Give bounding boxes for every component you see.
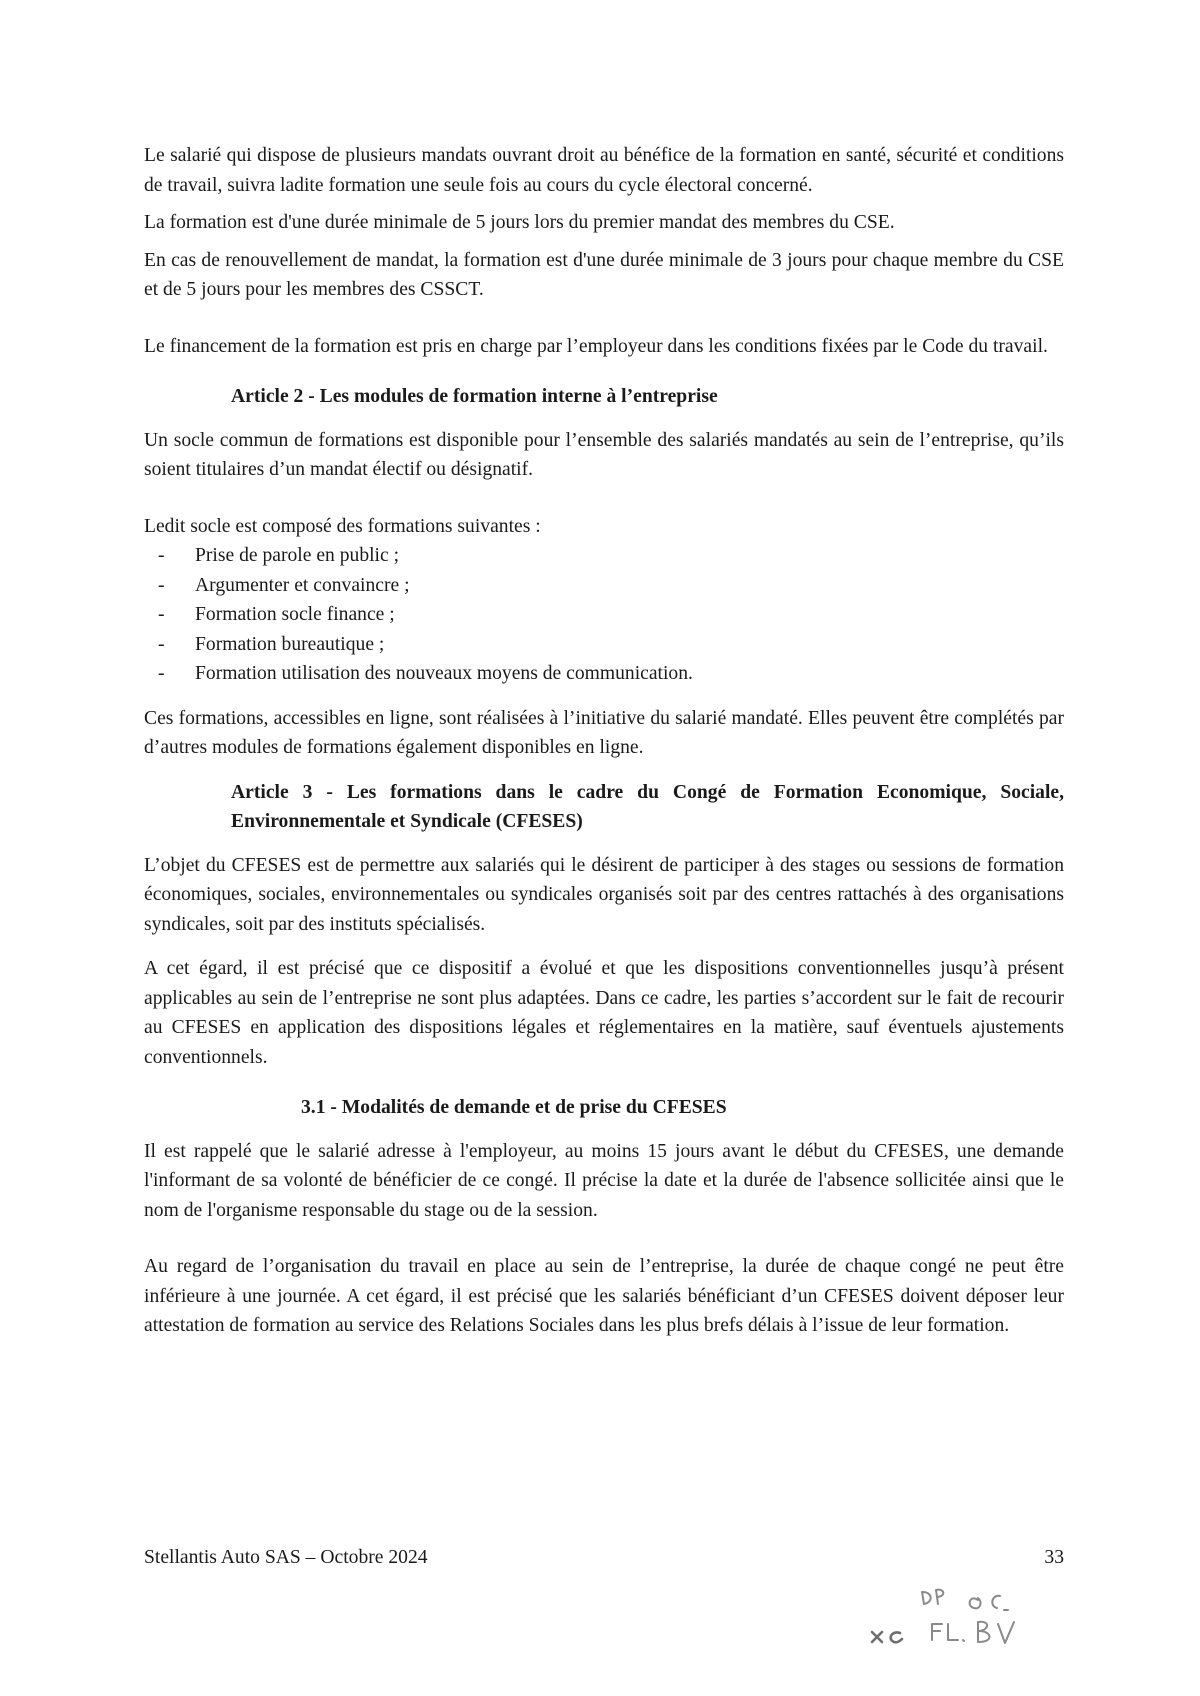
footer-company-date: Stellantis Auto SAS – Octobre 2024 (144, 1547, 428, 1568)
paragraph-cfeses-purpose: L’objet du CFESES est de permettre aux salariés qui le désirent de participer à des stages ou sessions de formation économiques, sociales, environnementales ou syndicales organisés soit par des centres rattachés à des organisations syndicales, soit par des instituts spécialisés. (144, 854, 1064, 935)
document-body (144, 141, 1064, 1341)
list-bullet: - (158, 574, 165, 596)
article-3-heading: Article 3 - Les formations dans le cadre du Congé de Formation Economique, Sociale, Environnementale et Syndicale (CFESES) (231, 781, 1064, 832)
paragraph-renewal: En cas de renouvellement de mandat, la formation est d'une durée minimale de 3 jours pour chaque membre du CSE et de 5 jours pour les membres des CSSCT. (144, 249, 1064, 300)
paragraph-common-base: Un socle commun de formations est disponible pour l’ensemble des salariés mandatés au sein de l’entreprise, qu’ils soient titulaires d’un mandat électif ou désignatif. (144, 429, 1064, 480)
list-item-text: Argumenter et convaincre ; (195, 574, 410, 596)
section-3-1-heading: 3.1 - Modalités de demande et de prise du CFESES (301, 1097, 727, 1118)
list-item-text: Formation bureautique ; (195, 633, 385, 655)
paragraph-multiple-mandates: Le salarié qui dispose de plusieurs mandats ouvrant droit au bénéfice de la formation en santé, sécurité et conditions de travail, suivra ladite formation une seule fois au cours du cycle électoral concerné. (144, 145, 1064, 196)
paragraph-minimum-duration: La formation est d'une durée minimale de 5 jours lors du premier mandat des membres du CSE. (144, 212, 895, 233)
paragraph-request-procedure: Il est rappelé que le salarié adresse à l'employeur, au moins 15 jours avant le début du CFESES, une demande l'informant de sa volonté de bénéficier de ce congé. Il précise la date et la durée de l'absence sollicitée ainsi que le nom de l'organisme responsable du stage ou de la session. (144, 1140, 1064, 1221)
paragraph-financing: Le financement de la formation est pris en charge par l’employeur dans les conditions fixées par le Code du travail. (144, 335, 1048, 357)
list-item (144, 541, 1064, 571)
article-2-heading: Article 2 - Les modules de formation interne à l’entreprise (231, 386, 718, 407)
list-item (144, 659, 1064, 689)
list-item-text: Formation utilisation des nouveaux moyens de communication. (195, 663, 693, 684)
handwritten-initials (870, 1580, 1060, 1660)
paragraph-cfeses-evolution: A cet égard, il est précisé que ce dispositif a évolué et que les dispositions conventionnelles jusqu’à présent applicables au sein de l’entreprise ne sont plus adaptées. Dans ce cadre, les parties s’accordent sur le fait de recourir au CFESES en application des dispositions légales et réglementaires en la matière, sauf éventuels ajustements conventionnels. (144, 958, 1064, 1068)
list-bullet: - (158, 545, 165, 566)
list-bullet: - (158, 604, 165, 625)
page-number: 33 (1044, 1547, 1064, 1568)
list-item (144, 600, 1064, 630)
list-item (144, 630, 1064, 660)
list-item-text: Formation socle finance ; (195, 604, 395, 625)
list-item (144, 571, 1064, 601)
paragraph-list-intro: Ledit socle est composé des formations suivantes : (144, 515, 541, 537)
list-bullet: - (158, 633, 165, 655)
list-item-text: Prise de parole en public ; (195, 545, 400, 566)
paragraph-leave-duration: Au regard de l’organisation du travail en place au sein de l’entreprise, la durée de chaque congé ne peut être inférieure à une journée. A cet égard, il est précisé que les salariés bénéficiant d’un CFESES doivent déposer leur attestation de formation au service des Relations Sociales dans les plus brefs délais à l’issue de leur formation. (144, 1256, 1064, 1336)
training-list (144, 541, 1064, 689)
list-bullet: - (158, 663, 165, 684)
paragraph-online-trainings: Ces formations, accessibles en ligne, sont réalisées à l’initiative du salarié mandaté. Elles peuvent être complétés par d’autres modules de formations également disponibles en ligne. (144, 707, 1064, 758)
